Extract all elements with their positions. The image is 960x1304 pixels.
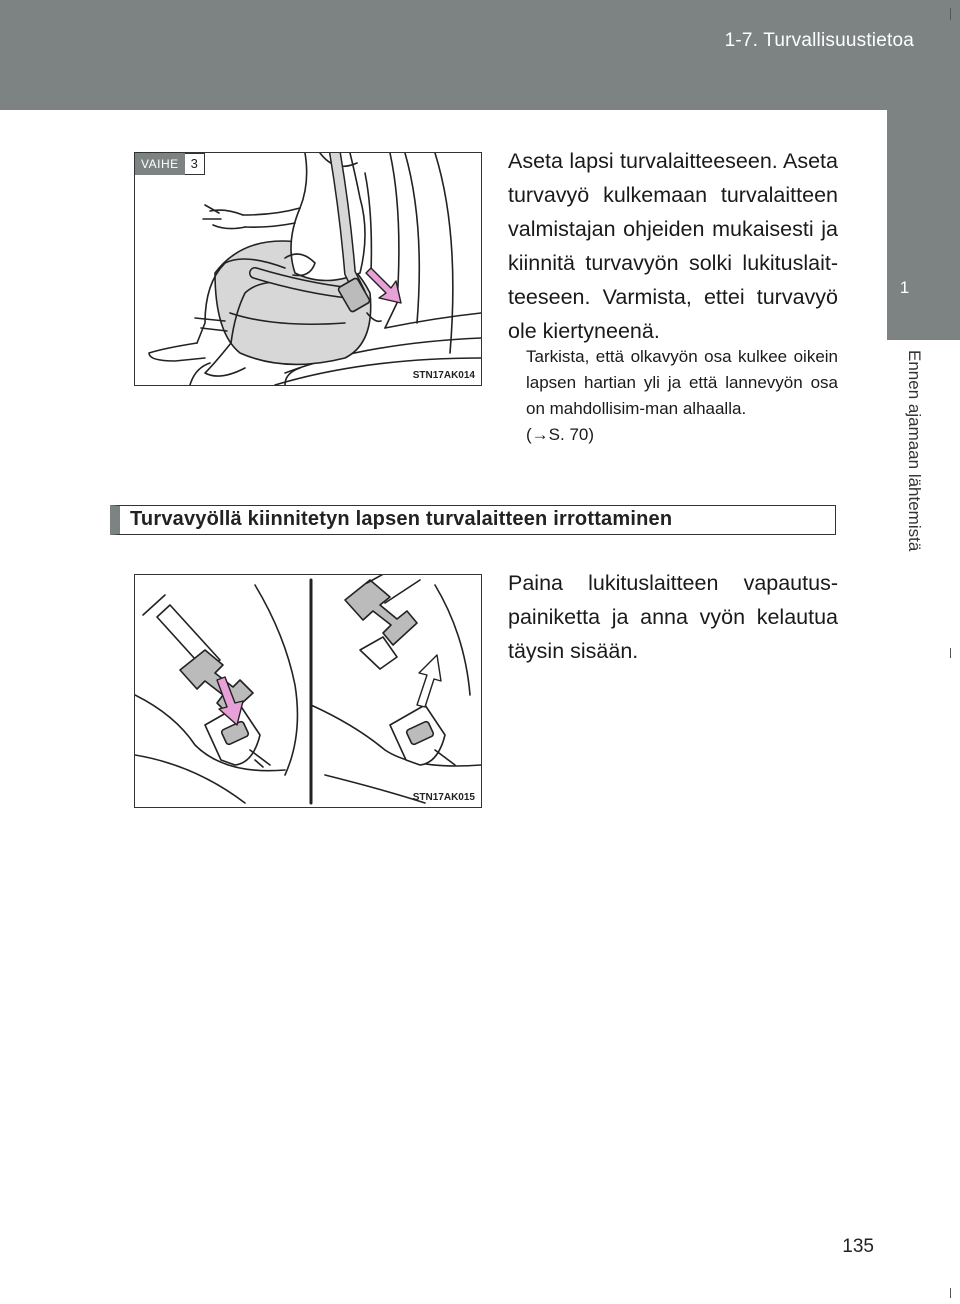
step-label: VAIHE: [135, 153, 185, 175]
child-seat-illustration: [134, 152, 482, 386]
section-heading: [110, 505, 836, 535]
section-title: Turvavyöllä kiinnitetyn lapsen turvalaitteen irrottaminen: [130, 508, 673, 530]
buckle-release-illustration: [134, 574, 482, 808]
chapter-side-label: Ennen ajamaan lähtemistä: [905, 350, 924, 552]
page-header: [0, 0, 960, 110]
crop-mark: [950, 1288, 951, 1298]
crop-mark: [950, 648, 951, 658]
note: [526, 344, 838, 448]
page-reference: (→S. 70): [526, 425, 595, 444]
buckle-release-drawing: [135, 575, 481, 807]
release-instructions: Paina lukituslaitteen vapautus-painiketta ja anna vyön kelautua täysin sisään.: [508, 571, 838, 663]
chapter-title: 1-7. Turvallisuustietoa: [724, 30, 914, 51]
step-badge: [135, 153, 205, 175]
booster-seat-drawing: [135, 153, 481, 385]
pink-arrow-icon: [366, 268, 401, 303]
figure-code: STN17AK014: [412, 370, 475, 381]
figure-code: STN17AK015: [412, 792, 475, 803]
step3-instructions: Aseta lapsi turvalaitteeseen. Aseta turvavyö kulkemaan turvalaitteen valmistajan ohjeiden mukaisesti ja kiinnitä turvavyön solki lukituslait-teeseen. Varmista, ettei turvavyö ole kiertyneenä.: [508, 149, 838, 343]
page-number: 135: [842, 1236, 874, 1257]
crop-mark: [950, 8, 951, 20]
note-text: Tarkista, että olkavyön osa kulkee oikein lapsen hartian yli ja että lannevyön osa on mahdollisim-man alhaalla.: [526, 347, 838, 418]
chapter-side-tab: [887, 110, 960, 340]
chapter-number: 1: [899, 278, 910, 297]
step-number: 3: [185, 153, 205, 175]
release-arrow-icon: [417, 655, 441, 707]
